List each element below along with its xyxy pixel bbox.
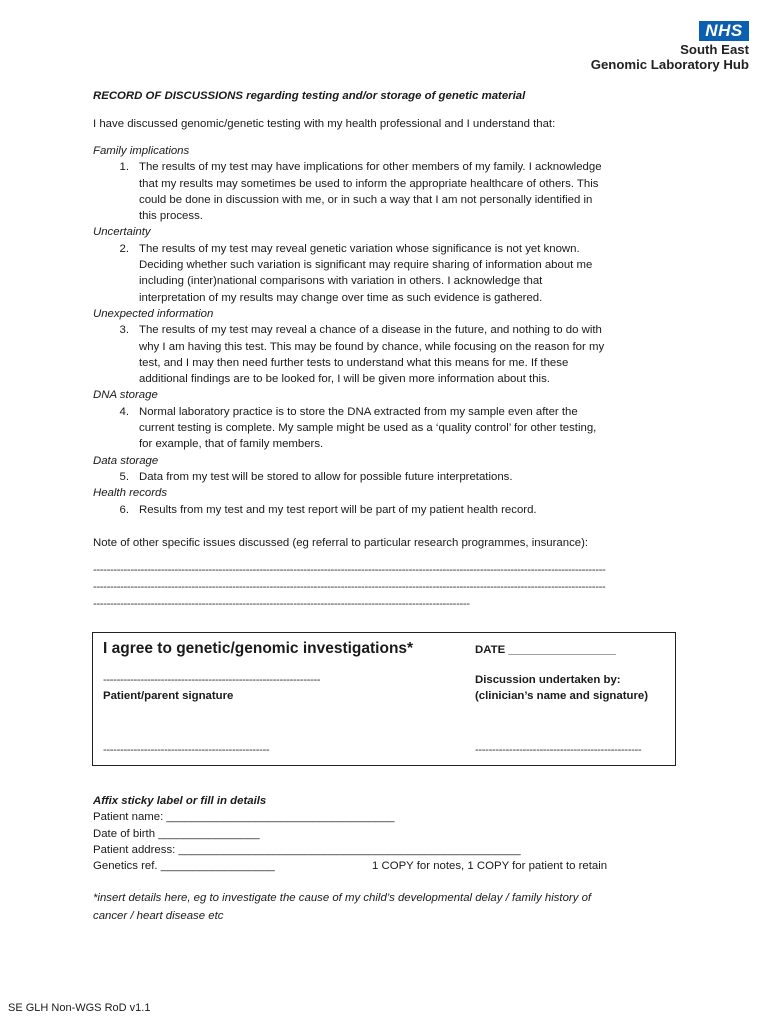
- text-line: Normal laboratory practice is to store the DNA extracted from my sample even after the: [139, 405, 578, 418]
- document-title: RECORD OF DISCUSSIONS regarding testing and/or storage of genetic material: [93, 90, 526, 102]
- document-version: SE GLH Non-WGS RoD v1.1: [8, 1002, 151, 1014]
- clinician-signature-line[interactable]: -------------------------------------------------: [475, 744, 642, 756]
- section-dna-storage: [93, 387, 693, 452]
- item-text: [139, 241, 677, 306]
- patient-address-field[interactable]: Patient address: ______________________________________________________: [93, 844, 521, 856]
- list-item: [93, 404, 693, 453]
- footnote-line-2: cancer / heart disease etc: [93, 910, 224, 923]
- section-heading: DNA storage: [93, 389, 158, 402]
- intro-text: I have discussed genomic/genetic testing with my health professional and I understand that:: [93, 118, 556, 130]
- item-text: [139, 469, 677, 485]
- list-item: [93, 159, 693, 224]
- text-line: this process.: [139, 210, 203, 223]
- section-unexpected-information: [93, 306, 693, 387]
- copy-note: 1 COPY for notes, 1 COPY for patient to retain: [372, 860, 608, 872]
- notes-line-1[interactable]: -------------------------------------------------------------------------------------------------------------------------------------------------------: [93, 564, 606, 576]
- text-line: why I am having this test. This may be found by chance, while focusing on the reason for my: [139, 340, 605, 353]
- text-line: Deciding whether such variation is significant may require sharing of information about me: [139, 259, 593, 272]
- patient-signature-bottom-line[interactable]: -------------------------------------------------: [103, 744, 270, 756]
- details-heading: Affix sticky label or fill in details: [93, 795, 267, 807]
- notes-label: Note of other specific issues discussed (eg referral to particular research programmes, insurance):: [93, 537, 589, 549]
- section-heading: Unexpected information: [93, 307, 214, 320]
- text-line: Results from my test and my test report will be part of my patient health record.: [139, 503, 537, 516]
- text-line: current testing is complete. My sample might be used as a ‘quality control’ for other testing,: [139, 422, 597, 435]
- patient-name-field[interactable]: Patient name: ____________________________________: [93, 811, 395, 823]
- text-line: additional findings are to be looked for, I will be given more information about this.: [139, 373, 550, 386]
- clinician-label-2: (clinician’s name and signature): [475, 690, 649, 702]
- text-line: The results of my test may have implications for other members of my family. I acknowledge: [139, 161, 602, 174]
- list-item: [93, 469, 693, 485]
- item-text: [139, 159, 677, 224]
- patient-signature-line[interactable]: ----------------------------------------------------------------: [103, 674, 321, 686]
- text-line: for example, that of family members.: [139, 438, 324, 451]
- text-line: test, and I may then need further tests to understand what this means for me. If these: [139, 356, 569, 369]
- text-line: Data from my test will be stored to allow for possible future interpretations.: [139, 470, 513, 483]
- notes-line-2[interactable]: -------------------------------------------------------------------------------------------------------------------------------------------------------: [93, 581, 606, 593]
- org-name-line1: South East: [680, 42, 749, 57]
- section-heading: Data storage: [93, 454, 159, 467]
- section-heading: Health records: [93, 487, 168, 500]
- item-text: [139, 502, 677, 518]
- item-text: [139, 322, 677, 387]
- footnote: [93, 890, 693, 925]
- section-heading: Family implications: [93, 145, 190, 157]
- notes-line-3[interactable]: ---------------------------------------------------------------------------------------------------------------: [93, 598, 470, 610]
- text-line: could be done in discussion with me, or in such a way that I am not personally identified in: [139, 193, 593, 206]
- section-data-storage: [93, 453, 693, 486]
- item-number: 4.: [119, 405, 129, 418]
- nhs-logo: NHS: [699, 21, 749, 41]
- section-health-records: [93, 485, 693, 518]
- patient-signature-label: Patient/parent signature: [103, 690, 234, 702]
- section-family-implications: [93, 143, 693, 224]
- item-number: 5.: [119, 470, 129, 483]
- footnote-line-1: *insert details here, eg to investigate the cause of my child’s developmental delay / family history of: [93, 892, 592, 904]
- text-line: The results of my test may reveal genetic variation whose significance is not yet known.: [139, 242, 580, 255]
- org-name-line2: Genomic Laboratory Hub: [590, 57, 749, 72]
- text-line: including (inter)national comparisons with variation in others. I acknowledge that: [139, 275, 543, 288]
- text-line: The results of my test may reveal a chance of a disease in the future, and nothing to do with: [139, 324, 602, 337]
- item-number: 1.: [119, 161, 129, 174]
- genetics-ref-field[interactable]: Genetics ref. __________________: [93, 860, 275, 872]
- dob-field[interactable]: Date of birth ________________: [93, 828, 260, 840]
- consent-heading: I agree to genetic/genomic investigations*: [103, 640, 414, 657]
- clinician-label-1: Discussion undertaken by:: [475, 674, 621, 686]
- list-item: [93, 322, 693, 387]
- section-uncertainty: [93, 224, 693, 305]
- item-number: 3.: [119, 324, 129, 337]
- item-number: 2.: [119, 242, 129, 255]
- list-item: [93, 241, 693, 306]
- section-heading: Uncertainty: [93, 226, 151, 239]
- date-field[interactable]: DATE _________________: [475, 644, 617, 656]
- text-line: that my results may sometimes be used to inform the appropriate healthcare of others. This: [139, 177, 599, 190]
- list-item: [93, 502, 693, 518]
- item-number: 6.: [119, 503, 129, 516]
- text-line: interpretation of my results may change over time as such evidence is gathered.: [139, 291, 543, 304]
- item-text: [139, 404, 677, 453]
- discussion-list: [93, 143, 693, 518]
